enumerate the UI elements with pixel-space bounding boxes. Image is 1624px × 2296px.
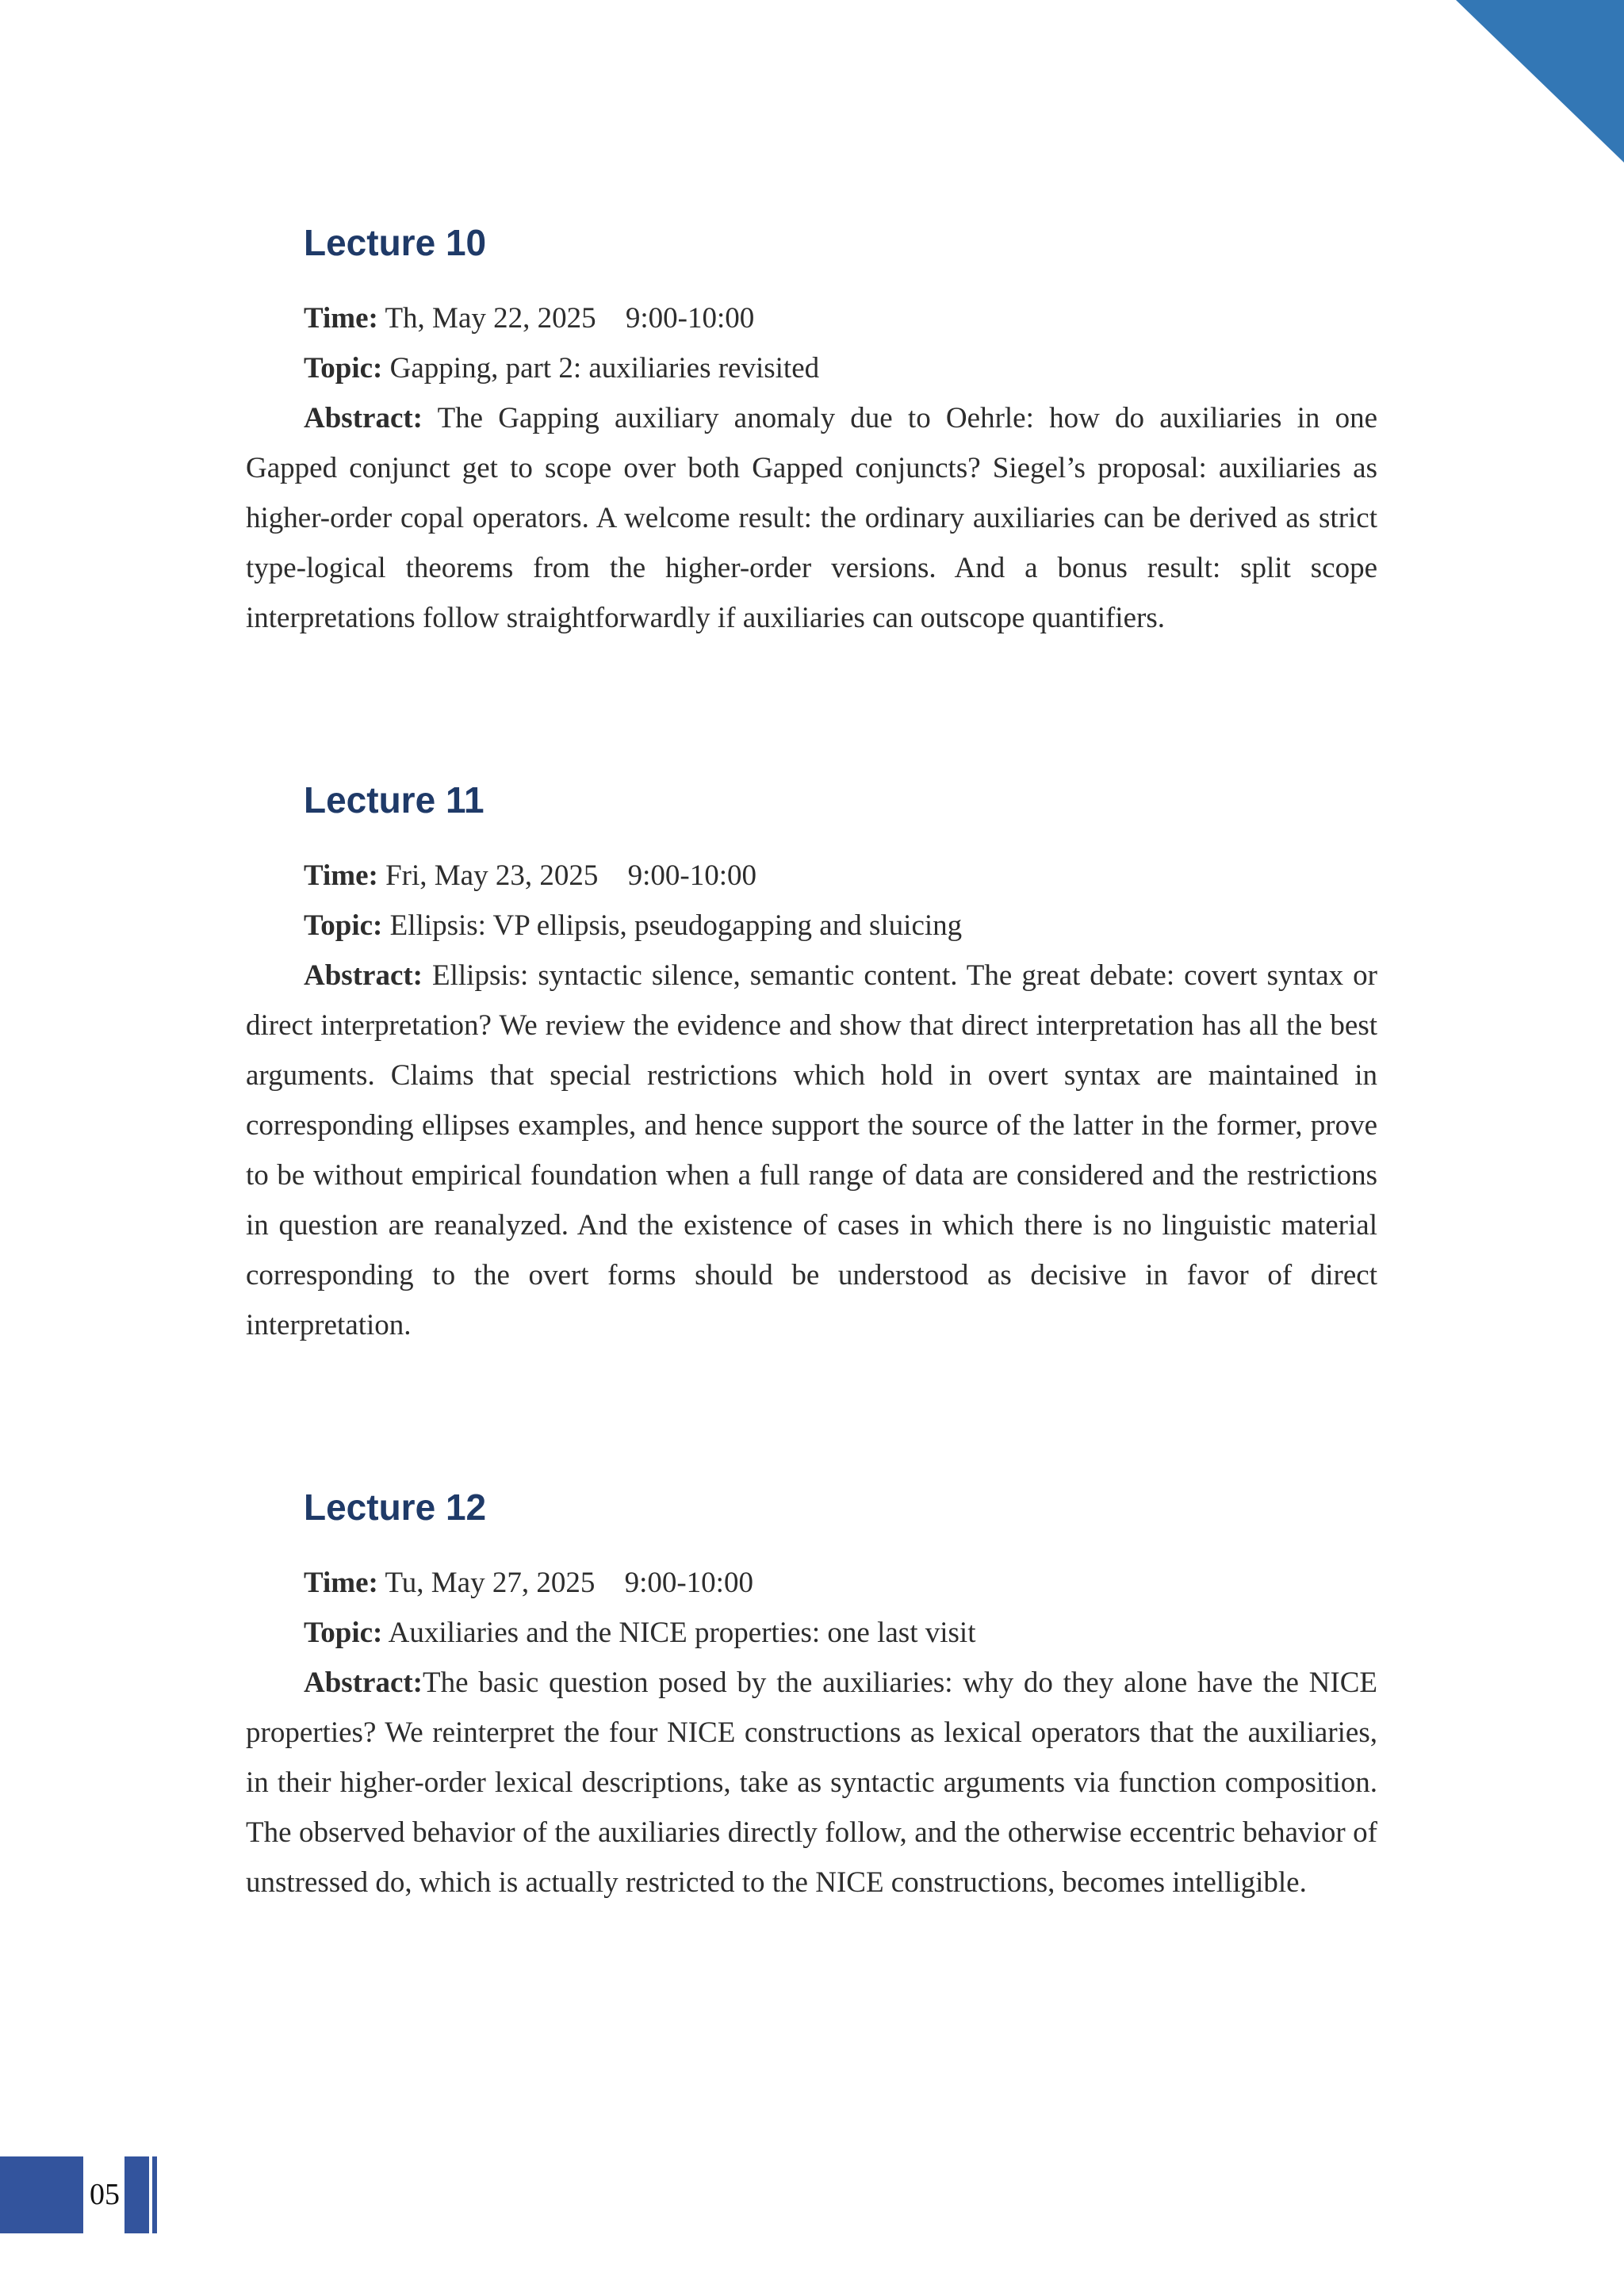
lecture-title: Lecture 10 [304,222,487,263]
time-row [246,1558,1377,1608]
time-row [246,851,1377,901]
time-label: Time: [304,1567,378,1599]
page-content [246,224,1377,1908]
topic-label: Topic: [304,352,383,385]
time-row [246,293,1377,343]
topic-row [246,343,1377,393]
abstract-paragraph [246,951,1377,1350]
time-label: Time: [304,302,378,335]
footer-accent-bar-thin [152,2156,157,2233]
lecture-section-12 [246,1489,1377,1908]
time-date: Tu, May 27, 2025 [385,1567,596,1599]
time-label: Time: [304,859,378,892]
time-range: 9:00-10:00 [625,302,755,335]
topic-row [246,901,1377,951]
time-date: Th, May 22, 2025 [385,302,596,335]
topic-value: Ellipsis: VP ellipsis, pseudogapping and sluicing [389,909,963,942]
footer-accent-rect [0,2156,83,2233]
topic-value: Gapping, part 2: auxiliaries revisited [389,352,820,385]
abstract-paragraph [246,393,1377,643]
topic-row [246,1608,1377,1658]
abstract-label: Abstract: [304,402,423,434]
lecture-section-11 [246,779,1377,1350]
abstract-label: Abstract: [304,959,423,992]
corner-accent-triangle [1456,0,1624,163]
time-range: 9:00-10:00 [627,859,756,892]
time-date: Fri, May 23, 2025 [385,859,599,892]
page-number: 05 [90,2178,120,2211]
lecture-title: Lecture 11 [304,779,485,821]
topic-value: Auxiliaries and the NICE properties: one last visit [388,1617,976,1649]
abstract-text: Ellipsis: syntactic silence, semantic content. The great debate: covert syntax or direct interpretation? We review the evidence and show that direct interpretation has all the best arguments. Claims that special restrictions which hold in overt syntax are maintained in corresponding ellipses examples, and hence support the source of the latter in the former, prove to be without empirical foundation when a full range of data are considered and the restrictions in question are reanalyzed. And the existence of cases in which there is no linguistic material corresponding to the overt forms should be understood as decisive in favor of direct interpretation. [246,959,1377,1341]
lecture-title: Lecture 12 [304,1487,487,1528]
time-range: 9:00-10:00 [624,1567,753,1599]
abstract-label: Abstract: [304,1667,423,1699]
abstract-paragraph [246,1658,1377,1908]
lecture-section-10 [246,224,1377,643]
footer-accent-bar-wide [124,2156,149,2233]
abstract-text: The basic question posed by the auxiliaries: why do they alone have the NICE properties? We reinterpret the four NICE constructions as lexical operators that the auxiliaries, in their higher-order lexical descriptions, take as syntactic arguments via function composition. The observed behavior of the auxiliaries directly follow, and the otherwise eccentric behavior of unstressed do, which is actually restricted to the NICE constructions, becomes intelligible. [246,1667,1377,1899]
topic-label: Topic: [304,1617,383,1649]
topic-label: Topic: [304,909,383,942]
abstract-text: The Gapping auxiliary anomaly due to Oehrle: how do auxiliaries in one Gapped conjunct get to scope over both Gapped conjuncts? Siegel’s proposal: auxiliaries as higher-order copal operators. A welcome result: the ordinary auxiliaries can be derived as strict type-logical theorems from the higher-order versions. And a bonus result: split scope interpretations follow straightforwardly if auxiliaries can outscope quantifiers. [246,402,1377,634]
